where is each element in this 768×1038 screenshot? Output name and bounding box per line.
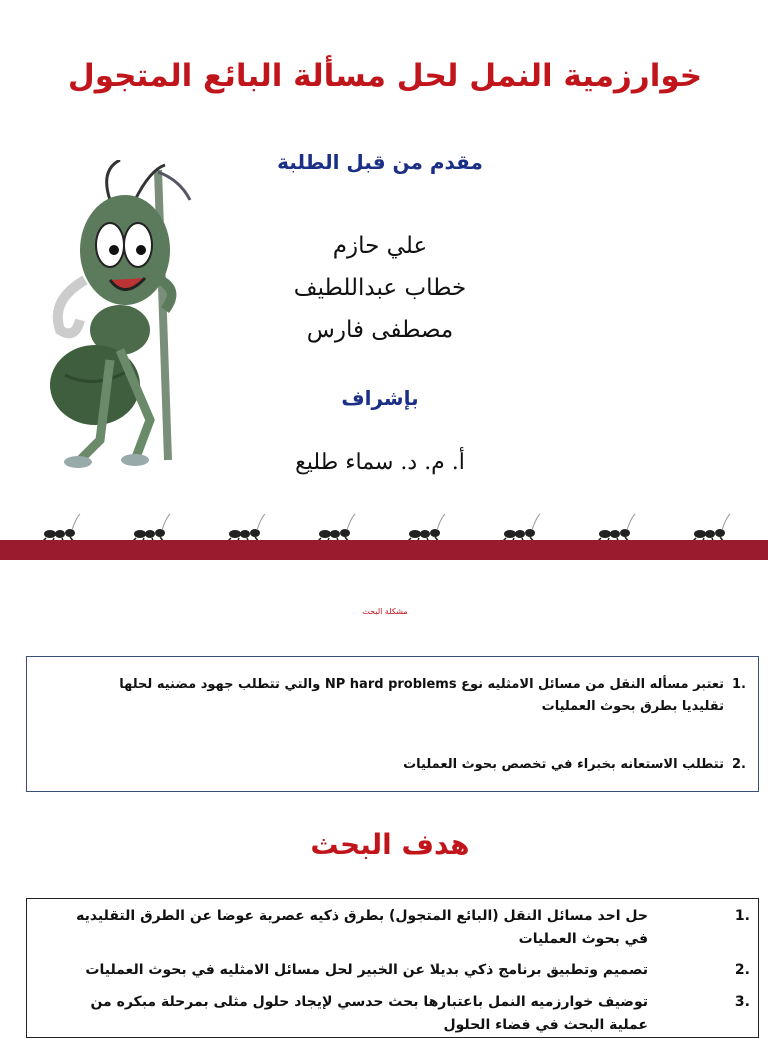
item-text: تعتبر مسأله النقل من مسائل الامثليه نوع NP hard problems والتي تتطلب جهود مضنيه لحلها — [119, 677, 724, 692]
ant-mascot-icon — [40, 160, 220, 470]
ant-icon — [407, 514, 445, 543]
item-number: .3 — [734, 994, 750, 1010]
ant-trail-icon — [0, 510, 768, 544]
item-number: .2 — [732, 757, 746, 772]
ant-icon — [42, 514, 80, 543]
ant-icon — [227, 514, 265, 543]
student-names — [270, 225, 490, 351]
ant-icon — [132, 514, 170, 543]
item-text: تصميم وتطبيق برنامج ذكي بديلا عن الخبير لحل مسائل الامثليه في بحوث العمليات — [85, 962, 648, 978]
item-number: .1 — [734, 908, 750, 924]
problem-item — [119, 675, 746, 695]
item-text: عملية البحث في فضاء الحلول — [443, 1017, 648, 1033]
problem-item-continued — [542, 697, 724, 717]
goals-table — [26, 898, 759, 1038]
presented-by-label: مقدم من قبل الطلبة — [277, 150, 483, 174]
supervisor-name: أ. م. د. سماء طليع — [295, 450, 465, 475]
supervision-label: بإشراف — [341, 386, 419, 410]
item-number: .2 — [734, 962, 750, 978]
student-name: علي حازم — [332, 233, 428, 259]
problem-box — [26, 656, 759, 792]
ant-icon — [692, 514, 730, 543]
item-number: .1 — [732, 677, 746, 692]
divider-bar — [0, 540, 768, 560]
item-text: تقليديا بطرق بحوث العمليات — [541, 699, 724, 714]
problem-item — [403, 755, 746, 775]
item-text: حل احد مسائل النقل (البائع المتجول) بطرق ذكيه عصرية عوضا عن الطرق التقليديه — [76, 908, 648, 924]
item-text: في بحوث العمليات — [518, 931, 648, 947]
ant-icon — [317, 514, 355, 543]
ant-icon — [502, 514, 540, 543]
page-title: خوارزمية النمل لحل مسألة البائع المتجول — [67, 58, 703, 94]
student-name: خطاب عبداللطيف — [293, 275, 467, 301]
ant-icon — [597, 514, 635, 543]
problem-heading: مشكلة البحث — [362, 607, 408, 616]
goal-title: هدف البحث — [310, 828, 470, 861]
item-text: تتطلب الاستعانه بخبراء في تخصص بحوث العمليات — [403, 757, 724, 772]
item-text: توضيف خوارزميه النمل باعتبارها بحث حدسي لإيجاد حلول مثلى بمرحلة مبكره من — [90, 994, 648, 1010]
student-name: مصطفى فارس — [306, 317, 454, 343]
